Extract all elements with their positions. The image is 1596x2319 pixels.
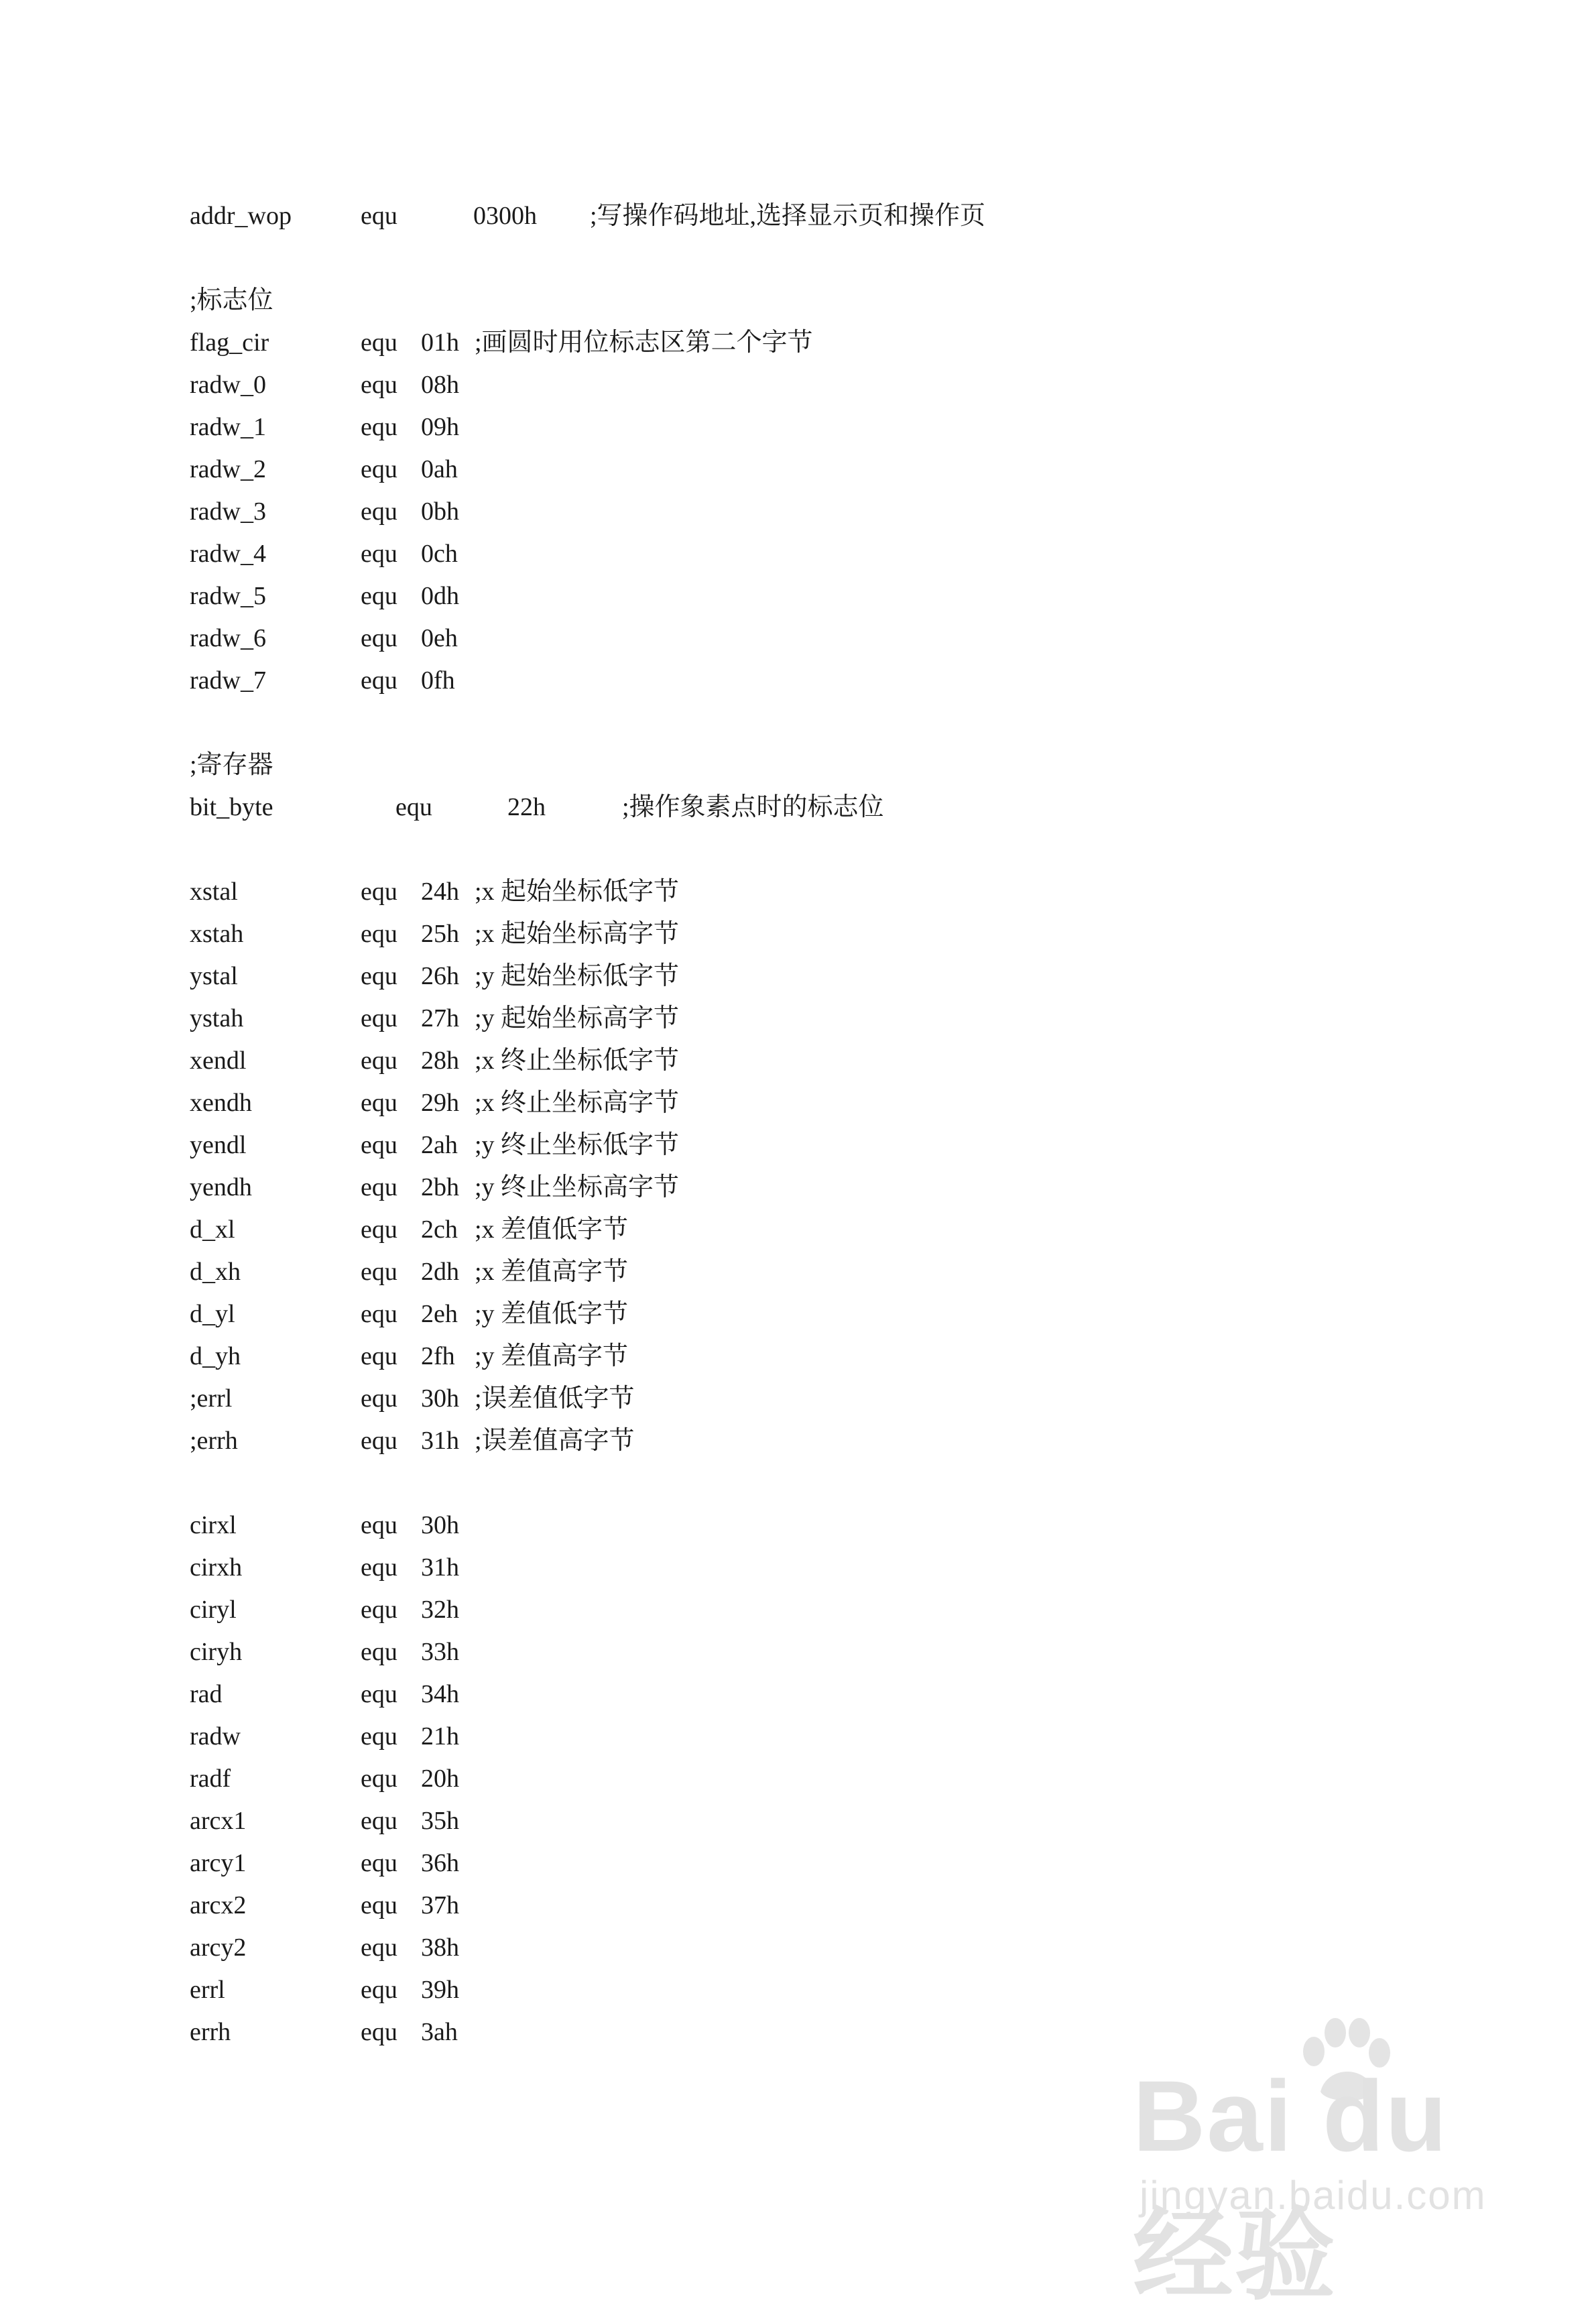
symbol-value: 34h	[421, 1680, 459, 1708]
symbol-comment: ;x 终止坐标高字节	[475, 1089, 680, 1117]
symbol-name: radw_6	[190, 624, 266, 652]
code-line	[0, 1252, 629, 1292]
code-line	[0, 1167, 680, 1207]
symbol-value: 2fh	[421, 1342, 455, 1370]
equ-keyword: equ	[361, 455, 397, 483]
symbol-comment: ;x 差值低字节	[475, 1215, 629, 1244]
code-line	[0, 660, 455, 701]
equ-keyword: equ	[361, 1934, 397, 1962]
equ-keyword: equ	[361, 1807, 397, 1835]
symbol-name: xstah	[190, 920, 244, 948]
code-line	[0, 1378, 635, 1419]
equ-keyword: equ	[361, 1047, 397, 1075]
code-line	[0, 322, 813, 363]
symbol-value: 31h	[421, 1553, 459, 1582]
code-line	[0, 1336, 629, 1376]
symbol-value: 37h	[421, 1891, 459, 1919]
symbol-value: 2eh	[421, 1300, 458, 1328]
symbol-name: ystal	[190, 962, 238, 990]
symbol-value: 2bh	[421, 1173, 459, 1201]
symbol-value: 36h	[421, 1849, 459, 1877]
symbol-comment: ;y 起始坐标高字节	[475, 1004, 680, 1032]
equ-keyword: equ	[361, 878, 397, 906]
code-line	[0, 491, 459, 532]
symbol-name: radw_0	[190, 371, 266, 399]
symbol-name: errl	[190, 1976, 225, 2004]
equ-keyword: equ	[361, 1680, 397, 1708]
code-line	[0, 449, 458, 489]
equ-keyword: equ	[361, 962, 397, 990]
symbol-name: d_yl	[190, 1300, 235, 1328]
code-line-addr-wop	[0, 196, 986, 236]
equ-keyword: equ	[361, 1300, 397, 1328]
equ-keyword: equ	[361, 1342, 397, 1370]
symbol-name: arcy2	[190, 1934, 247, 1962]
equ-keyword: equ	[361, 1638, 397, 1666]
symbol-value: 0300h	[473, 202, 537, 230]
code-line	[0, 1716, 459, 1757]
symbol-value: 25h	[421, 920, 459, 948]
equ-keyword: equ	[361, 329, 397, 357]
watermark-brand: Bai du 经验	[1133, 2060, 1449, 2312]
symbol-comment: ;x 起始坐标低字节	[475, 878, 680, 906]
symbol-name: bit_byte	[190, 793, 273, 821]
symbol-name: xendl	[190, 1047, 247, 1075]
code-line	[0, 1505, 459, 1545]
symbol-name: xendh	[190, 1089, 252, 1117]
code-line	[0, 1632, 459, 1672]
symbol-comment: ;画圆时用位标志区第二个字节	[475, 329, 813, 357]
equ-keyword: equ	[361, 666, 397, 695]
equ-keyword: equ	[361, 1596, 397, 1624]
symbol-name: arcx1	[190, 1807, 247, 1835]
section-heading-registers	[0, 745, 273, 785]
code-line	[0, 1590, 459, 1630]
symbol-value: 0ah	[421, 455, 458, 483]
symbol-value: 24h	[421, 878, 459, 906]
symbol-value: 3ah	[421, 2018, 458, 2046]
equ-keyword: equ	[361, 202, 397, 230]
section-heading-text: ;标志位	[190, 286, 273, 314]
symbol-name: d_yh	[190, 1342, 241, 1370]
symbol-value: 0fh	[421, 666, 455, 695]
equ-keyword: equ	[361, 540, 397, 568]
symbol-name: errh	[190, 2018, 231, 2046]
symbol-name: ciryl	[190, 1596, 237, 1624]
code-line	[0, 618, 458, 658]
symbol-name: xstal	[190, 878, 238, 906]
code-line	[0, 534, 458, 574]
symbol-value: 27h	[421, 1004, 459, 1032]
equ-keyword: equ	[395, 793, 432, 821]
code-line	[0, 872, 680, 912]
symbol-name: cirxh	[190, 1553, 243, 1582]
code-line	[0, 1843, 459, 1883]
symbol-value: 20h	[421, 1765, 459, 1793]
symbol-value: 35h	[421, 1807, 459, 1835]
symbol-value: 22h	[507, 793, 546, 821]
code-line	[0, 1927, 459, 1968]
code-line	[0, 956, 680, 996]
equ-keyword: equ	[361, 1553, 397, 1582]
symbol-value: 0eh	[421, 624, 458, 652]
code-line	[0, 1759, 459, 1799]
code-line	[0, 365, 459, 405]
equ-keyword: equ	[361, 1131, 397, 1159]
symbol-value: 2ah	[421, 1131, 458, 1159]
symbol-name: arcx2	[190, 1891, 247, 1919]
section-heading-text: ;寄存器	[190, 751, 273, 779]
symbol-value: 26h	[421, 962, 459, 990]
equ-keyword: equ	[361, 1173, 397, 1201]
symbol-value: 0ch	[421, 540, 458, 568]
code-line	[0, 1885, 459, 1925]
symbol-name: d_xl	[190, 1215, 235, 1244]
code-line	[0, 914, 680, 954]
symbol-comment: ;y 终止坐标高字节	[475, 1173, 680, 1201]
symbol-name: cirxl	[190, 1511, 237, 1539]
code-line	[0, 576, 459, 616]
code-line	[0, 1209, 629, 1250]
symbol-comment: ;x 差值高字节	[475, 1258, 629, 1286]
code-line	[0, 1083, 680, 1123]
code-line	[0, 1547, 459, 1588]
code-line	[0, 998, 680, 1038]
equ-keyword: equ	[361, 624, 397, 652]
symbol-comment: ;误差值低字节	[475, 1384, 635, 1413]
equ-keyword: equ	[361, 2018, 397, 2046]
equ-keyword: equ	[361, 1849, 397, 1877]
symbol-comment: ;操作象素点时的标志位	[622, 793, 884, 821]
symbol-name: arcy1	[190, 1849, 247, 1877]
symbol-name: addr_wop	[190, 202, 292, 230]
baidu-jingyan-watermark	[1133, 2018, 1508, 2312]
symbol-name: radw_7	[190, 666, 266, 695]
symbol-value: 29h	[421, 1089, 459, 1117]
symbol-value: 30h	[421, 1511, 459, 1539]
equ-keyword: equ	[361, 1427, 397, 1455]
equ-keyword: equ	[361, 920, 397, 948]
equ-keyword: equ	[361, 1976, 397, 2004]
symbol-value: 28h	[421, 1047, 459, 1075]
symbol-comment: ;y 终止坐标低字节	[475, 1131, 680, 1159]
symbol-name: d_xh	[190, 1258, 241, 1286]
symbol-comment: ;x 终止坐标低字节	[475, 1047, 680, 1075]
code-line	[0, 1801, 459, 1841]
code-line	[0, 2012, 458, 2052]
code-line	[0, 1674, 459, 1714]
symbol-name: ciryh	[190, 1638, 243, 1666]
watermark-url: jingyan.baidu.com	[1140, 2173, 1487, 2218]
symbol-value: 31h	[421, 1427, 459, 1455]
symbol-name: ystah	[190, 1004, 244, 1032]
section-heading-flags	[0, 280, 273, 320]
symbol-name: radw_2	[190, 455, 266, 483]
equ-keyword: equ	[361, 1765, 397, 1793]
equ-keyword: equ	[361, 1722, 397, 1750]
symbol-name: yendl	[190, 1131, 247, 1159]
symbol-name: radw_5	[190, 582, 266, 610]
equ-keyword: equ	[361, 1511, 397, 1539]
symbol-value: 21h	[421, 1722, 459, 1750]
code-line	[0, 1970, 459, 2010]
code-line	[0, 1040, 680, 1081]
equ-keyword: equ	[361, 1258, 397, 1286]
code-line	[0, 1294, 629, 1334]
equ-keyword: equ	[361, 1891, 397, 1919]
symbol-name: radw_3	[190, 497, 266, 526]
equ-keyword: equ	[361, 1004, 397, 1032]
symbol-name: yendh	[190, 1173, 252, 1201]
symbol-value: 0bh	[421, 497, 459, 526]
symbol-comment: ;y 差值低字节	[475, 1300, 629, 1328]
equ-keyword: equ	[361, 1089, 397, 1117]
symbol-name: radw_1	[190, 413, 266, 441]
symbol-name: rad	[190, 1680, 223, 1708]
symbol-name: ;errh	[190, 1427, 238, 1455]
equ-keyword: equ	[361, 497, 397, 526]
equ-keyword: equ	[361, 371, 397, 399]
symbol-value: 08h	[421, 371, 459, 399]
symbol-value: 30h	[421, 1384, 459, 1413]
symbol-value: 33h	[421, 1638, 459, 1666]
symbol-name: flag_cir	[190, 329, 269, 357]
symbol-name: ;errl	[190, 1384, 233, 1413]
symbol-comment: ;误差值高字节	[475, 1427, 635, 1455]
symbol-value: 39h	[421, 1976, 459, 2004]
symbol-comment: ;y 起始坐标低字节	[475, 962, 680, 990]
symbol-name: radf	[190, 1765, 231, 1793]
code-line	[0, 1125, 680, 1165]
equ-keyword: equ	[361, 413, 397, 441]
symbol-comment: ;写操作码地址,选择显示页和操作页	[590, 202, 986, 230]
symbol-comment: ;x 起始坐标高字节	[475, 920, 680, 948]
symbol-value: 32h	[421, 1596, 459, 1624]
symbol-comment: ;y 差值高字节	[475, 1342, 629, 1370]
symbol-value: 01h	[421, 329, 459, 357]
symbol-name: radw	[190, 1722, 241, 1750]
code-line-bit-byte	[0, 787, 884, 827]
equ-keyword: equ	[361, 582, 397, 610]
symbol-value: 2dh	[421, 1258, 459, 1286]
code-line	[0, 407, 459, 447]
equ-keyword: equ	[361, 1215, 397, 1244]
symbol-value: 09h	[421, 413, 459, 441]
symbol-value: 2ch	[421, 1215, 458, 1244]
equ-keyword: equ	[361, 1384, 397, 1413]
symbol-value: 38h	[421, 1934, 459, 1962]
symbol-value: 0dh	[421, 582, 459, 610]
code-line	[0, 1421, 635, 1461]
symbol-name: radw_4	[190, 540, 266, 568]
